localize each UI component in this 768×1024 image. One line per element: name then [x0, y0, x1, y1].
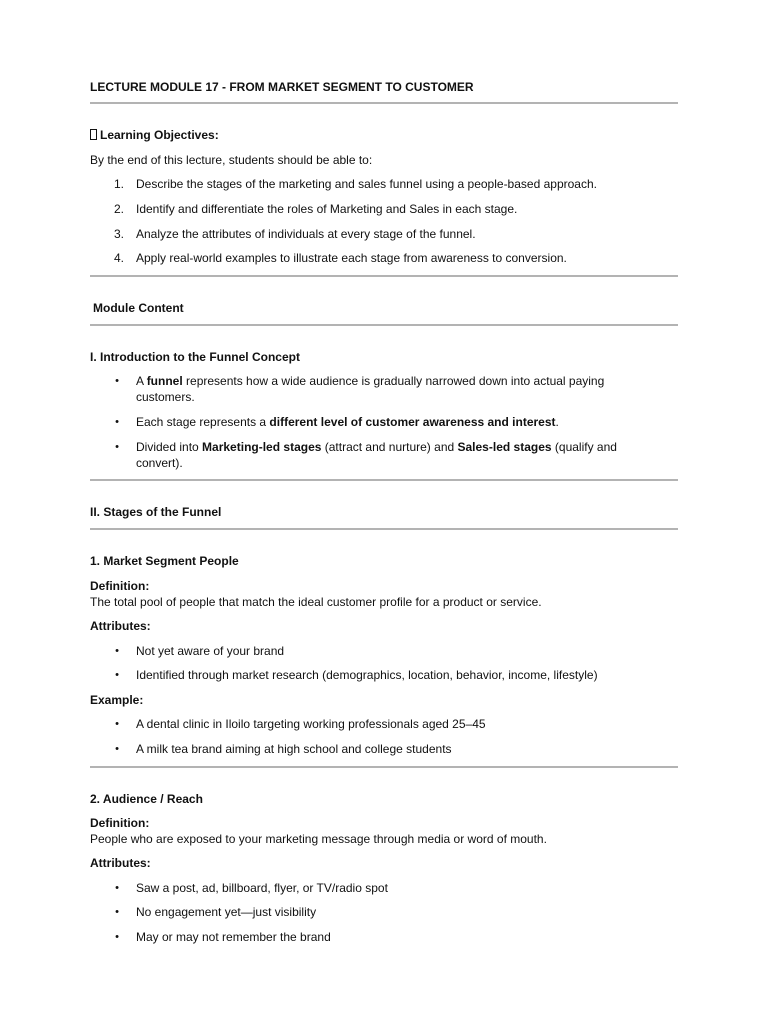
bullet-icon: •	[115, 441, 119, 453]
definition-label: Definition:	[90, 816, 150, 830]
objective-number: 3.	[113, 227, 124, 241]
objective-number: 4.	[113, 251, 124, 265]
list-item-text: Divided into Marketing-led stages (attract and nurture) and Sales-led stages (qualify and convert).	[136, 440, 617, 470]
objective-number: 1.	[113, 177, 124, 191]
section-heading: I. Introduction to the Funnel Concept	[90, 350, 300, 364]
divider	[90, 275, 678, 277]
list-item-text: A milk tea brand aiming at high school and college students	[136, 742, 452, 756]
document-title: LECTURE MODULE 17 - FROM MARKET SEGMENT TO CUSTOMER	[90, 80, 474, 94]
objective-number: 2.	[113, 202, 124, 216]
definition-text: People who are exposed to your marketing message through media or word of mouth.	[90, 832, 547, 846]
list-item-text: Saw a post, ad, billboard, flyer, or TV/radio spot	[136, 881, 388, 895]
objectives-heading-text: Learning Objectives:	[100, 128, 219, 142]
bullet-icon: •	[115, 743, 119, 755]
objective-text: Analyze the attributes of individuals at every stage of the funnel.	[136, 227, 476, 241]
objectives-heading	[90, 127, 219, 143]
attributes-label: Attributes:	[90, 856, 151, 870]
divider	[90, 324, 678, 326]
bullet-icon: •	[115, 645, 119, 657]
divider	[90, 528, 678, 530]
objective-text: Apply real-world examples to illustrate each stage from awareness to conversion.	[136, 251, 567, 265]
bullet-icon: •	[115, 882, 119, 894]
bullet-icon: •	[115, 906, 119, 918]
definition-label: Definition:	[90, 579, 150, 593]
example-label: Example:	[90, 693, 144, 707]
module-content-heading: Module Content	[93, 301, 184, 315]
list-item-text: Each stage represents a different level of customer awareness and interest.	[136, 415, 559, 429]
section-heading: II. Stages of the Funnel	[90, 505, 222, 519]
placeholder-box-icon	[90, 129, 97, 140]
list-item-text: May or may not remember the brand	[136, 930, 331, 944]
objective-text: Identify and differentiate the roles of Marketing and Sales in each stage.	[136, 202, 518, 216]
divider	[90, 102, 678, 104]
list-item-text: A dental clinic in Iloilo targeting working professionals aged 25–45	[136, 717, 486, 731]
list-item-text: Not yet aware of your brand	[136, 644, 285, 658]
stage-heading: 2. Audience / Reach	[90, 792, 203, 806]
objectives-intro: By the end of this lecture, students should be able to:	[90, 153, 373, 167]
list-item-text: Identified through market research (demographics, location, behavior, income, lifestyle)	[136, 668, 598, 682]
objective-text: Describe the stages of the marketing and sales funnel using a people-based approach.	[136, 177, 597, 191]
bullet-icon: •	[115, 931, 119, 943]
divider	[90, 766, 678, 768]
stage-heading: 1. Market Segment People	[90, 554, 239, 568]
bullet-icon: •	[115, 718, 119, 730]
list-item-text: No engagement yet—just visibility	[136, 905, 317, 919]
divider	[90, 479, 678, 481]
bullet-icon: •	[115, 669, 119, 681]
bullet-icon: •	[115, 416, 119, 428]
bullet-icon: •	[115, 375, 119, 387]
list-item-text: A funnel represents how a wide audience is gradually narrowed down into actual paying customers.	[136, 374, 605, 404]
definition-text: The total pool of people that match the ideal customer profile for a product or service.	[90, 595, 542, 609]
list-item	[90, 439, 678, 471]
attributes-label: Attributes:	[90, 619, 151, 633]
list-item	[90, 373, 678, 405]
